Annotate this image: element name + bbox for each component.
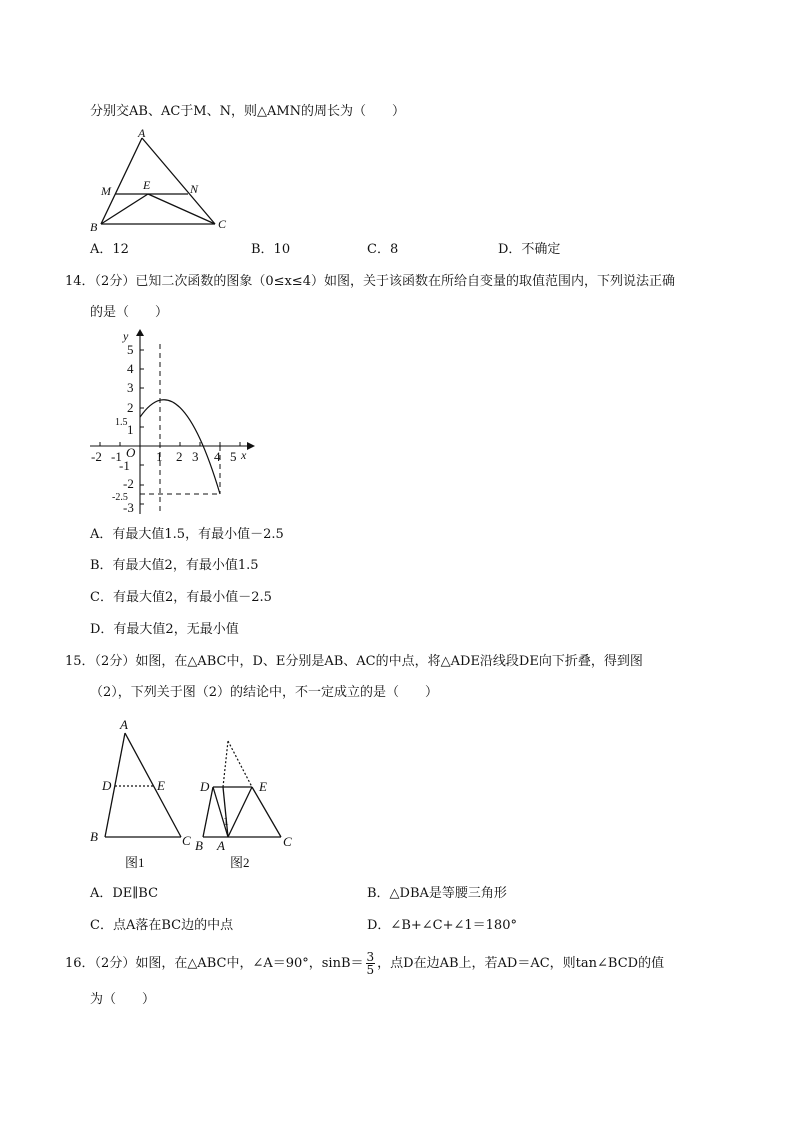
- q14-ytick-3: 3: [127, 380, 134, 395]
- q15-fig2-caption: 图2: [230, 855, 250, 870]
- q14-ytick-4: 4: [127, 361, 134, 376]
- q14-ytick-5: 5: [127, 342, 134, 357]
- q15-fig1-label-d: D: [102, 778, 112, 793]
- q16-stem-part1: 16．（2分）如图，在△ABC中，∠A＝90°，sinB＝: [65, 956, 364, 971]
- q16-stem-line2: 为（ ）: [90, 992, 156, 1007]
- q13-label-b: B: [90, 220, 98, 234]
- q14-ytick-2: 2: [127, 400, 134, 415]
- q14-xtick-neg1: -1: [111, 449, 122, 464]
- q14-origin-label: O: [126, 445, 136, 460]
- q15-stem-line2: （2），下列关于图（2）的结论中，不一定成立的是（ ）: [90, 685, 439, 700]
- q15-fig1-label-c: C: [182, 833, 191, 848]
- q13-option-a: A．12: [90, 242, 129, 257]
- q14-ytick-neg1: -1: [119, 458, 130, 473]
- q14-xtick-3: 3: [192, 449, 199, 464]
- q13-stem-tail: 分别交AB、AC于M、N，则△AMN的周长为（ ）: [90, 104, 406, 119]
- q14-option-a: A．有最大值1.5，有最小值－2.5: [90, 527, 284, 542]
- q16-frac-denominator: 5: [366, 963, 375, 977]
- q15-stem-line1: 15．（2分）如图，在△ABC中，D、E分别是AB、AC的中点，将△ADE沿线段DE向下折叠，得到图: [65, 654, 643, 669]
- q14-y-axis-label: y: [123, 329, 129, 343]
- q14-x-axis-label: x: [241, 448, 247, 462]
- q14-xtick-4: 4: [214, 449, 221, 464]
- q14-ytick-neg2: -2: [123, 476, 134, 491]
- q14-option-b: B．有最大值2，有最小值1.5: [90, 558, 259, 573]
- q15-fig1-label-e: E: [157, 778, 165, 793]
- q16-frac-numerator: 3: [366, 950, 375, 964]
- q15-fig2-label-d: D: [200, 779, 210, 794]
- q15-fig2-label-angle1: 1: [223, 814, 229, 828]
- q16-fraction-3-5: [366, 951, 376, 976]
- q15-option-a: A．DE∥BC: [90, 886, 159, 901]
- q14-xtick-1: 1: [156, 449, 163, 464]
- q16-stem-part2: ，点D在边AB上，若AD＝AC，则tan∠BCD的值: [377, 956, 665, 971]
- q15-fig2-label-c: C: [283, 834, 292, 849]
- q13-option-c: C．8: [367, 242, 399, 257]
- q15-option-d: D．∠B+∠C+∠1＝180°: [367, 918, 517, 933]
- q15-fig1-label-a: A: [120, 717, 128, 732]
- q15-figure-2: [195, 715, 305, 870]
- q13-option-b: B．10: [251, 242, 291, 257]
- q14-option-c: C．有最大值2，有最小值－2.5: [90, 590, 272, 605]
- q14-stem-line1: 14．（2分）已知二次函数的图象（0≤x≤4）如图，关于该函数在所给自变量的取值范围内，下列说法正确: [65, 274, 675, 289]
- q14-xtick-neg2: -2: [91, 449, 102, 464]
- q14-option-d: D．有最大值2，无最小值: [90, 622, 239, 637]
- q15-fig2-label-b: B: [195, 838, 203, 853]
- q15-fig2-label-e: E: [259, 779, 267, 794]
- q15-option-c: C．点A落在BC边的中点: [90, 918, 234, 933]
- q13-option-d: D．不确定: [498, 242, 561, 257]
- q15-figure-1: [85, 715, 205, 870]
- q13-label-a: A: [138, 126, 146, 140]
- q14-function-graph: [85, 330, 265, 520]
- q15-fig2-label-a: A: [217, 838, 225, 853]
- q14-ytick-1: 1: [127, 422, 134, 437]
- q14-ytick-neg2-5: -2.5: [112, 492, 128, 503]
- q15-fig1-caption: 图1: [125, 855, 145, 870]
- q14-ytick-1-5: 1.5: [115, 417, 128, 428]
- q14-xtick-5: 5: [230, 449, 237, 464]
- q13-triangle-figure: [85, 125, 245, 235]
- q13-label-m: M: [101, 184, 111, 198]
- q15-option-b: B．△DBA是等腰三角形: [367, 886, 507, 901]
- q13-label-n: N: [190, 182, 199, 196]
- q16-stem-line1: [65, 950, 664, 978]
- q13-label-c: C: [218, 217, 227, 231]
- q14-xtick-2: 2: [176, 449, 183, 464]
- q15-fig1-label-b: B: [90, 829, 98, 844]
- q14-stem-line2: 的是（ ）: [90, 305, 169, 320]
- q14-parabola: [140, 400, 220, 494]
- q13-label-e: E: [143, 178, 151, 192]
- q14-ytick-neg3: -3: [123, 500, 134, 515]
